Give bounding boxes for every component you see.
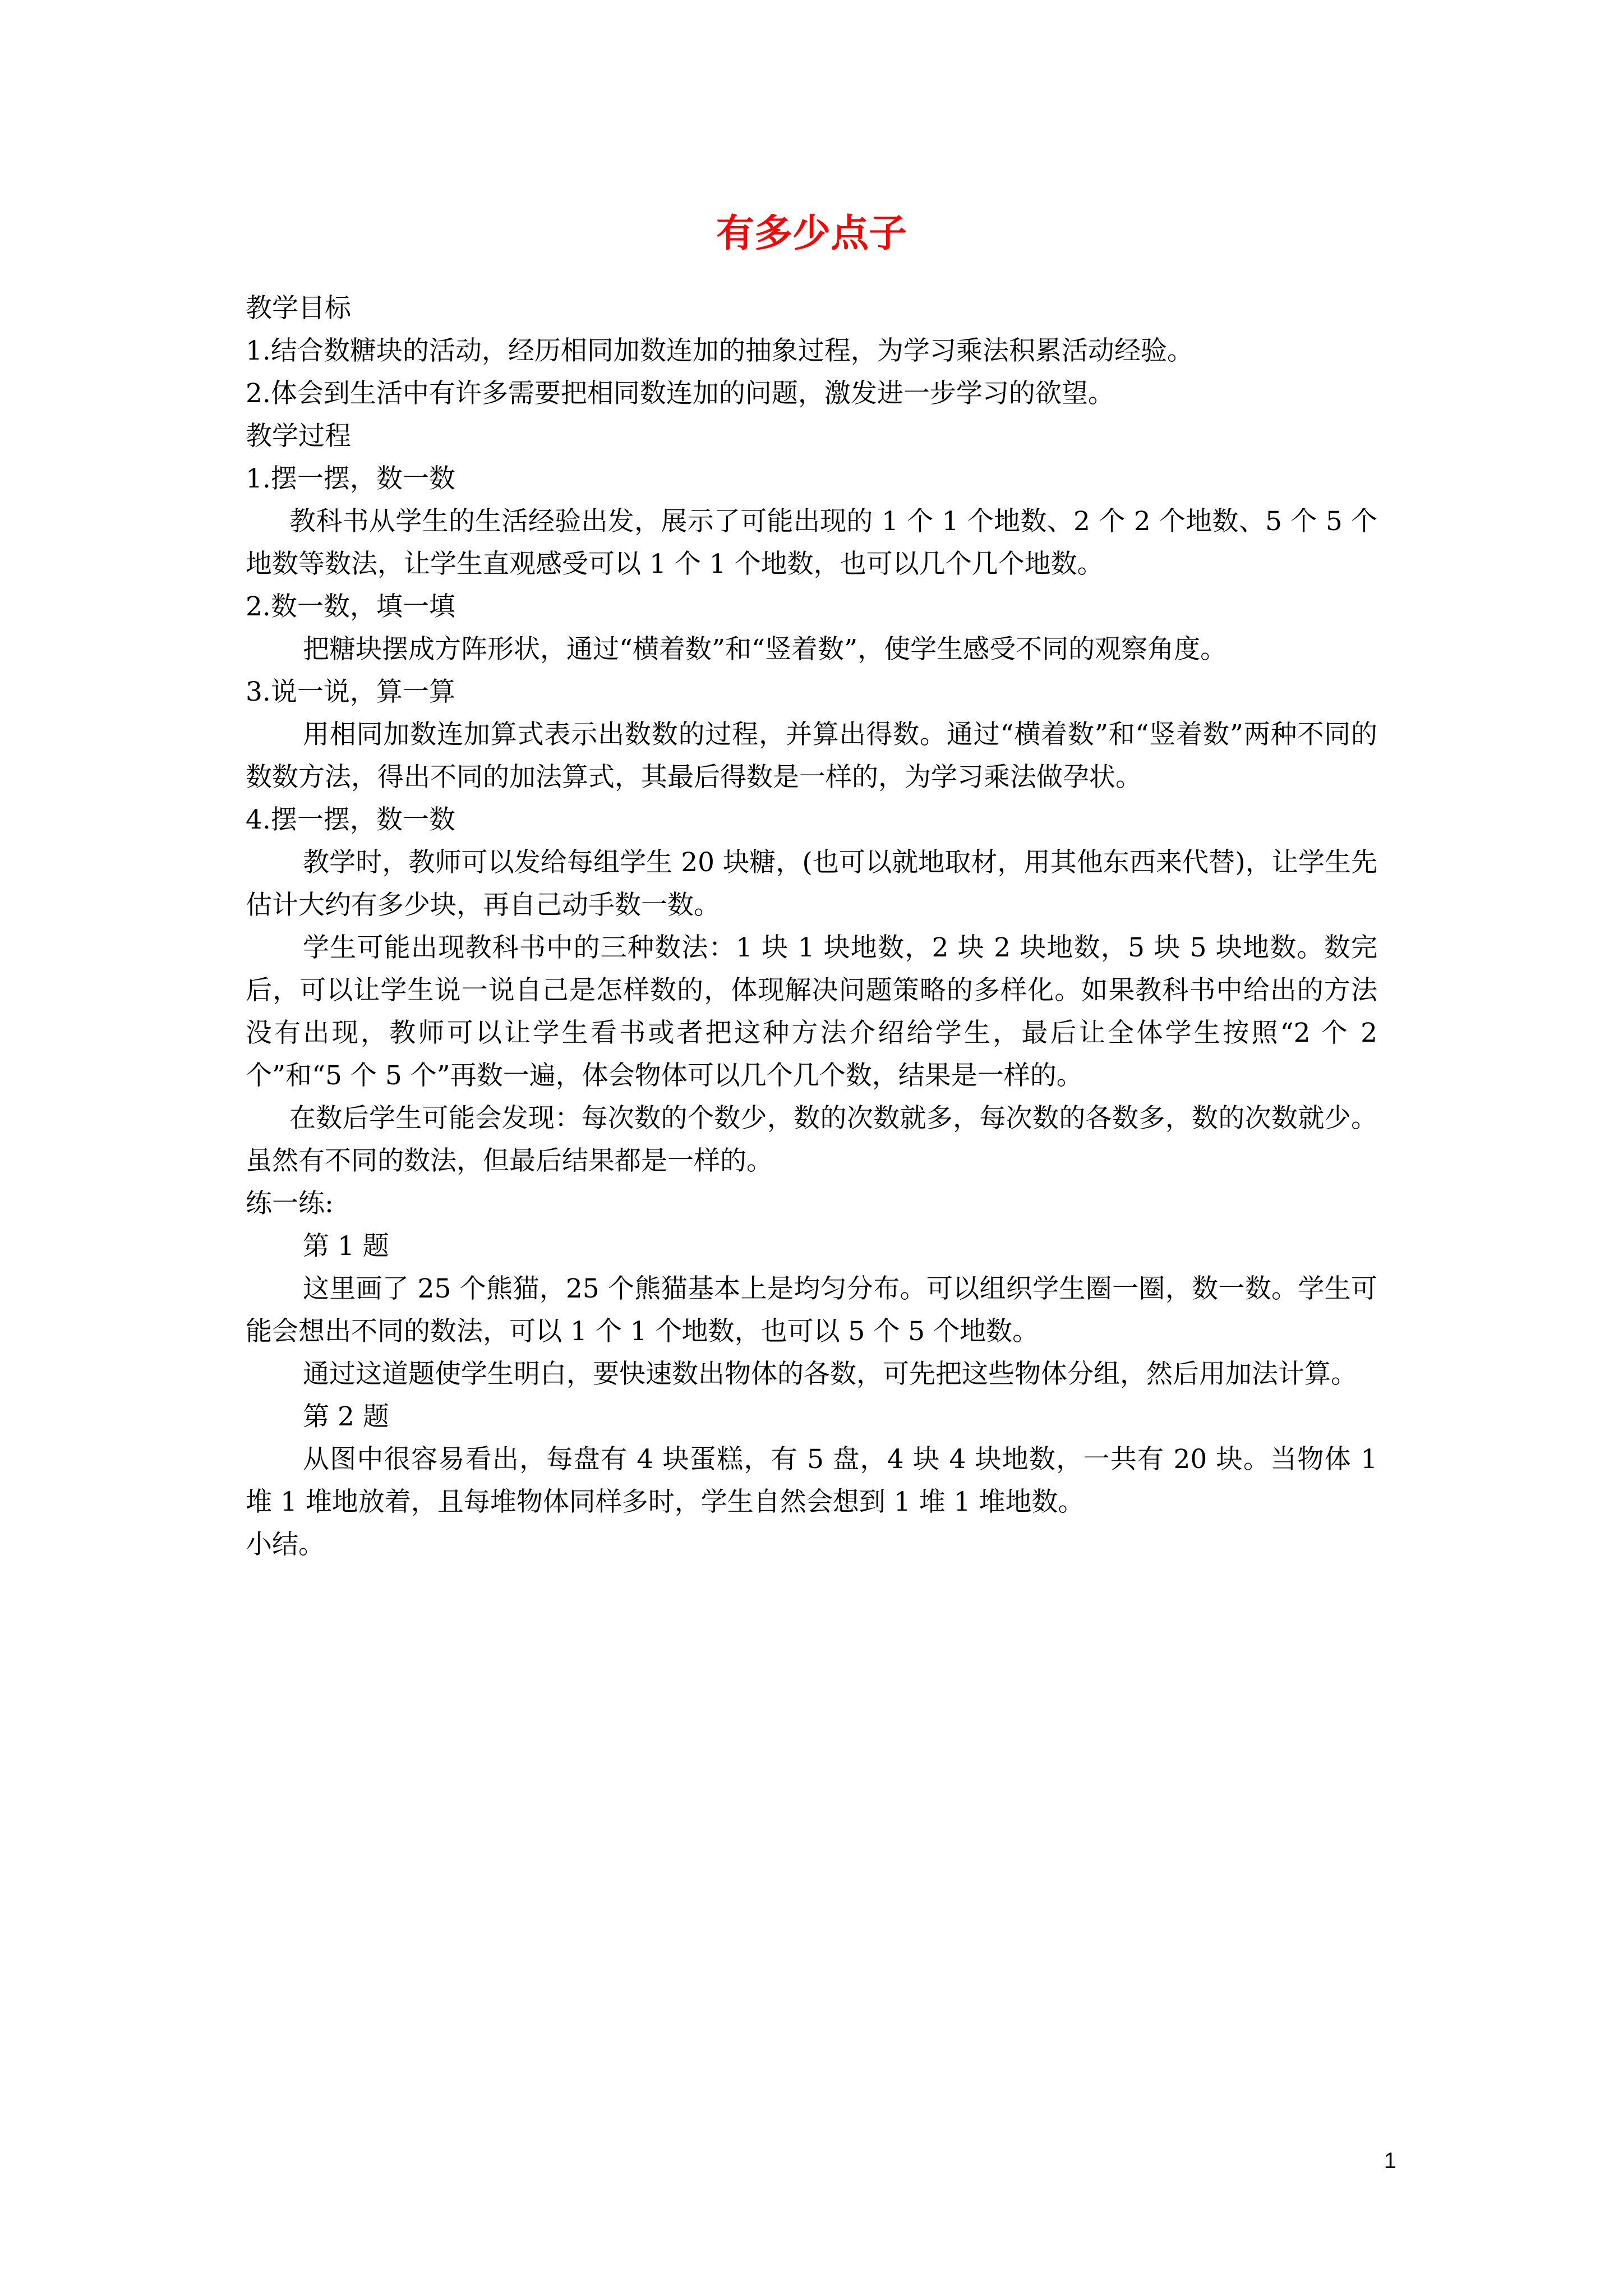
step-4-heading: 4.摆一摆，数一数 [246, 804, 455, 835]
question-1-heading: 第 1 题 [303, 1231, 389, 1262]
practice-heading: 练一练: [246, 1188, 334, 1219]
step-3-paragraph: 用相同加数连加算式表示出数数的过程，并算出得数。通过“横着数”和“竖着数”两种不同的数数方法，得出不同的加法算式，其最后得数是一样的，为学习乘法做孕状。 [246, 719, 1377, 793]
goal-item-2: 2.体会到生活中有许多需要把相同数连加的问题，激发进一步学习的欲望。 [246, 378, 1114, 409]
step-1-heading: 1.摆一摆，数一数 [246, 463, 455, 494]
process-heading: 教学过程 [246, 421, 351, 452]
step-4-paragraph-b: 学生可能出现教科书中的三种数法：1 块 1 块地数，2 块 2 块地数，5 块 5 块地数。数完后，可以让学生说一说自己是怎样数的，体现解决问题策略的多样化。如果教科书中给出的方法没有出现，教师可以让学生看书或者把这种方法介绍给学生，最后让全体学生按照“2 个 2 个”和“5 个 5 个”再数一遍，体会物体可以几个几个数，结果是一样的。 [246, 932, 1377, 1091]
document-body [246, 287, 1377, 1566]
step-4-paragraph-a: 教学时，教师可以发给每组学生 20 块糖，(也可以就地取材，用其他东西来代替)，让学生先估计大约有多少块，再自己动手数一数。 [246, 847, 1377, 921]
document-title: 有多少点子 [716, 211, 907, 256]
step-3-heading: 3.说一说，算一算 [246, 677, 455, 707]
goal-item-1: 1.结合数糖块的活动，经历相同加数连加的抽象过程，为学习乘法积累活动经验。 [246, 335, 1193, 366]
step-2-paragraph: 把糖块摆成方阵形状，通过“横着数”和“竖着数”，使学生感受不同的观察角度。 [303, 634, 1227, 665]
step-4-paragraph-c: 在数后学生可能会发现：每次数的个数少，数的次数就多，每次数的各数多，数的次数就少。虽然有不同的数法，但最后结果都是一样的。 [246, 1103, 1377, 1176]
question-2-heading: 第 2 题 [303, 1401, 389, 1432]
step-1-paragraph: 教科书从学生的生活经验出发，展示了可能出现的 1 个 1 个地数、2 个 2 个地数、5 个 5 个地数等数法，让学生直观感受可以 1 个 1 个地数，也可以几个几个地数。 [246, 506, 1377, 579]
page-number: 1 [1384, 2148, 1396, 2173]
question-1-paragraph-a: 这里画了 25 个熊猫，25 个熊猫基本上是均匀分布。可以组织学生圈一圈，数一数。学生可能会想出不同的数法，可以 1 个 1 个地数，也可以 5 个 5 个地数。 [246, 1273, 1377, 1347]
goals-heading: 教学目标 [246, 293, 351, 324]
step-2-heading: 2.数一数，填一填 [246, 591, 455, 622]
summary-line: 小结。 [246, 1529, 325, 1560]
question-1-paragraph-b: 通过这道题使学生明白，要快速数出物体的各数，可先把这些物体分组，然后用加法计算。 [303, 1359, 1357, 1389]
question-2-paragraph: 从图中很容易看出，每盘有 4 块蛋糕，有 5 盘，4 块 4 块地数，一共有 20 块。当物体 1 堆 1 堆地放着，且每堆物体同样多时，学生自然会想到 1 堆 1 堆地数。 [246, 1444, 1377, 1517]
